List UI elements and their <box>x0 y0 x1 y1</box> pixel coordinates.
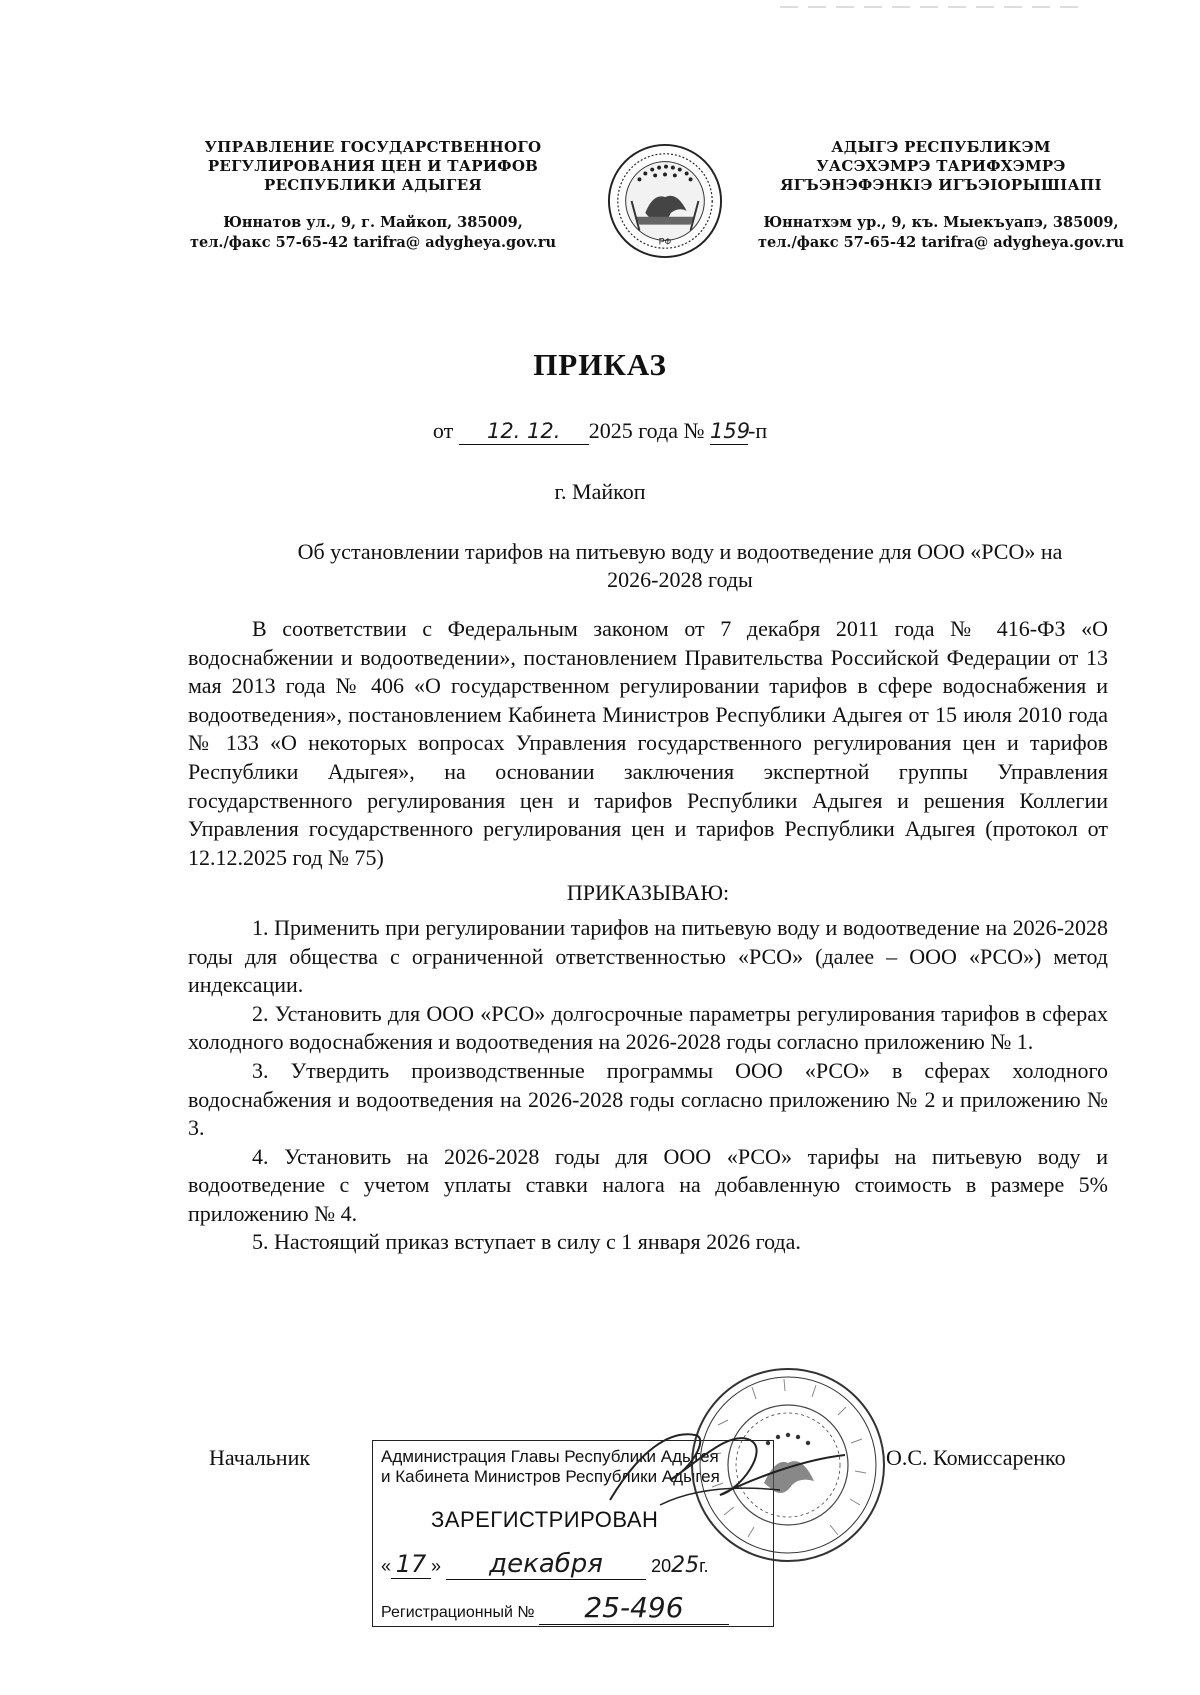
document-subject: Об установлении тарифов на питьевую воду и водоотведение для ООО «РСО» на 2026-2028 годы <box>297 539 1063 592</box>
order-item: 3. Утвердить производственные программы ООО «РСО» в сферах холодного водоснабжения и водоотведения на 2026-2028 годы согласно приложению № 2 и приложению № 3. <box>188 1057 1108 1141</box>
handwritten-signature-icon <box>600 1410 860 1520</box>
organization-address-ru: Юннатов ул., 9, г. Майкоп, 385009, тел./факс 57-65-42 tarifra@ adygheya.gov.ru <box>189 214 557 251</box>
order-item: 5. Настоящий приказ вступает в силу с 1 января 2026 года. <box>252 1229 801 1255</box>
header-right <box>746 138 1136 253</box>
stamp-date: « 17 » декабря 2025г. <box>381 1549 709 1579</box>
number-field: 159 <box>710 419 751 443</box>
document-city: г. Майкоп <box>554 479 646 504</box>
scan-edge-mark <box>780 6 1080 8</box>
signer-name: О.С. Комиссаренко <box>886 1445 1066 1470</box>
stamp-authority: Администрация Главы Республики Адыгея и Кабинета Министров Республики Адыгея <box>381 1447 720 1486</box>
preamble-paragraph: В соответствии с Федеральным законом от 7 декабря 2011 года № 416-ФЗ «О водоснабжении и водоотведении», постановлением Правительства Российской Федерации от 13 мая 2013 года № 406 «О государственном регулировании тарифов в сфере водоснабжения и водоотведения», постановлением Кабинета Министров Республики Адыгея от 15 июля 2010 года № 133 «О некоторых вопросах Управления государственного регулирования цен и тарифов Республики Адыгея», на основании заключения экспертной группы Управления государственного регулирования цен и тарифов Республики Адыгея и решения Коллегии Управления государственного регулирования цен и тарифов Республики Адыгея (протокол от 12.12.2025 год № 75) <box>188 616 1108 870</box>
organization-name-ru: УПРАВЛЕНИЕ ГОСУДАРСТВЕННОГО РЕГУЛИРОВАНИЯ ЦЕН И ТАРИФОВ РЕСПУБЛИКИ АДЫГЕЯ <box>204 138 542 194</box>
order-item: 4. Установить на 2026-2028 годы для ООО «РСО» тарифы на питьевую воду и водоотведение с учетом уплаты ставки налога на добавленную стоимость в размере 5% приложению № 4. <box>188 1143 1108 1226</box>
stamp-status: ЗАРЕГИСТРИРОВАН <box>431 1507 659 1532</box>
signer-position: Начальник <box>209 1445 311 1470</box>
document-title: ПРИКАЗ <box>533 347 667 382</box>
stamp-regno: Регистрационный № 25-496 <box>381 1591 761 1625</box>
adygea-coat-of-arms-icon <box>606 142 724 260</box>
order-word: ПРИКАЗЫВАЮ: <box>566 880 730 906</box>
order-item: 1. Применить при регулировании тарифов на питьевую воду и водоотведение на 2026-2028 годы для общества с ограниченной ответственностью «РСО» (далее – ООО «РСО») метод индексации. <box>188 914 1108 998</box>
organization-address-ady: Юннатхэм ур., 9, къ. Мыекъуапэ, 385009, тел./факс 57-65-42 tarifra@ adygheya.gov.ru <box>757 214 1125 251</box>
document-dateline: от 12. 12. 2025 года № 159-п <box>432 418 768 443</box>
order-item: 2. Установить для ООО «РСО» долгосрочные параметры регулирования тарифов в сферах холодного водоснабжения и водоотведения на 2026-2028 годы согласно приложению № 1. <box>188 1000 1108 1055</box>
document-body <box>188 615 1108 1257</box>
organization-name-ady: АДЫГЭ РЕСПУБЛИКЭМ УАСЭХЭМРЭ ТАРИФХЭМРЭ ЯГЪЭНЭФЭНКIЭ ИГЪЭIОРЫШIАПI <box>780 138 1102 194</box>
date-field: 12. 12. <box>459 418 589 445</box>
svg-text:РФ: РФ <box>658 236 672 247</box>
header-left <box>178 138 568 253</box>
